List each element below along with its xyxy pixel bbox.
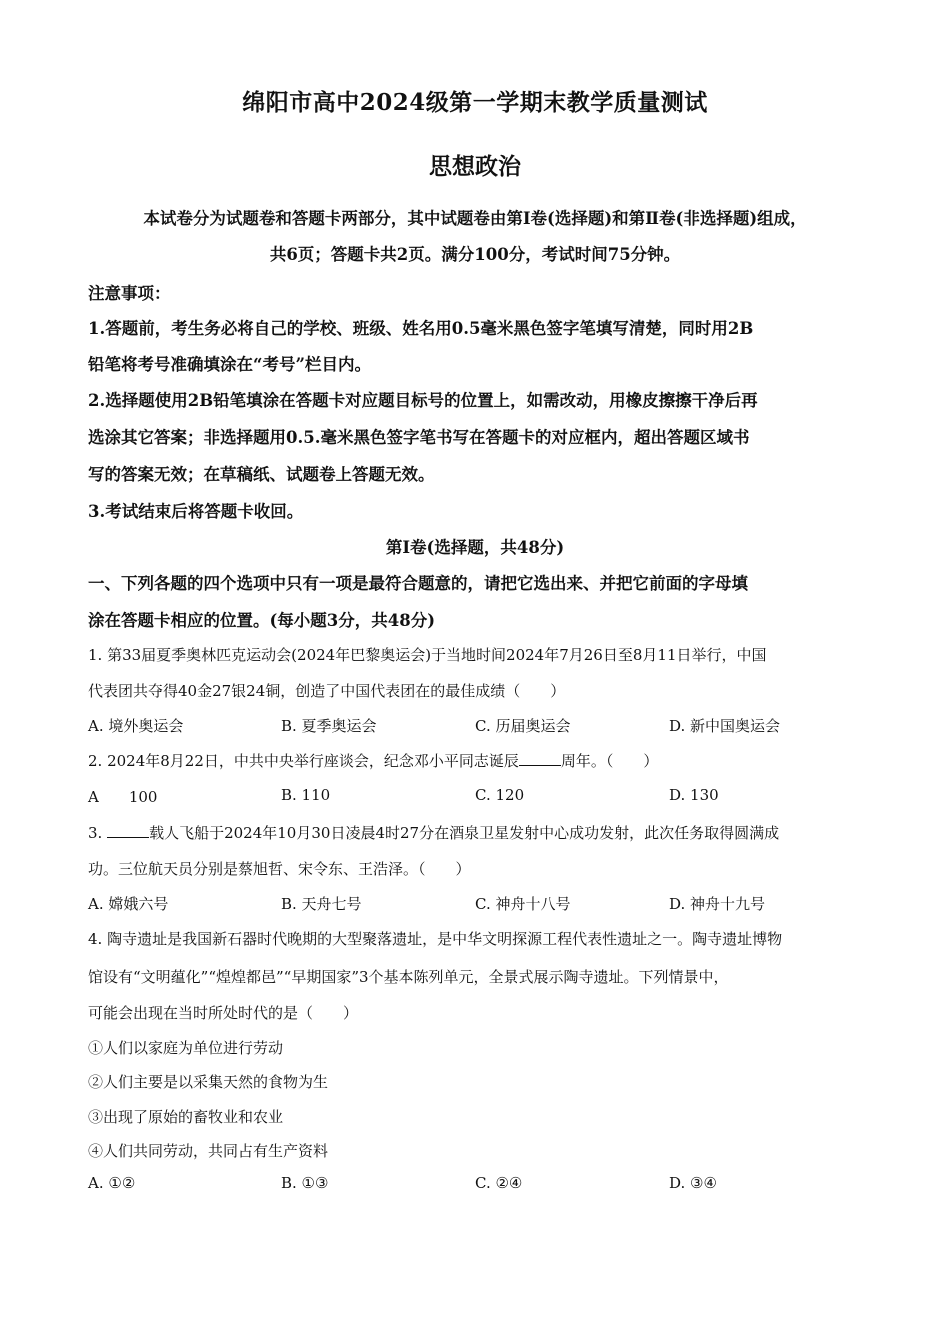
- q3-number: 3.: [88, 824, 108, 842]
- exam-subject: 思想政治: [429, 153, 521, 180]
- section-1-instruction-line-2: 涂在答题卡相应的位置。(每小题3分，共48分): [88, 611, 436, 630]
- q2-option-d: D. 130: [669, 786, 719, 804]
- q3-option-d: D. 神舟十九号: [669, 895, 766, 913]
- q1-stem-line-2: 代表团共夺得40金27银24铜，创造了中国代表团在的最佳成绩（ ）: [88, 682, 566, 700]
- section-1-instruction-line-1: 一、下列各题的四个选项中只有一项是最符合题意的，请把它选出来、并把它前面的字母填: [88, 574, 748, 593]
- q1-option-a: A. 境外奥运会: [88, 717, 184, 735]
- q2-answer-blank: [519, 751, 561, 766]
- intro-line-1: 本试卷分为试题卷和答题卡两部分，其中试题卷由第Ⅰ卷(选择题)和第Ⅱ卷(非选择题)组成，: [143, 209, 807, 228]
- note-2-line-1: 2.选择题使用2B铅笔填涂在答题卡对应题目标号的位置上，如需改动，用橡皮擦擦干净后再: [88, 391, 758, 410]
- q4-stem-line-3: 可能会出现在当时所处时代的是（ ）: [88, 1004, 359, 1022]
- notes-heading: 注意事项：: [88, 284, 171, 303]
- q2-stem: [88, 750, 658, 771]
- q3-option-c: C. 神舟十八号: [475, 895, 571, 913]
- q3-option-b: B. 天舟七号: [281, 895, 362, 913]
- q4-option-c: C. ②④: [475, 1174, 523, 1192]
- q1-stem-line-1: 1. 第33届夏季奥林匹克运动会(2024年巴黎奥运会)于当地时间2024年7月26日至8月11日举行，中国: [88, 646, 767, 664]
- q3-option-a: A. 嫦娥六号: [88, 895, 169, 913]
- q3-stem-line-1: [88, 822, 779, 843]
- q4-option-b: B. ①③: [281, 1174, 329, 1192]
- q4-statement-1: ①人们以家庭为单位进行劳动: [88, 1039, 284, 1057]
- note-2-line-3: 写的答案无效；在草稿纸、试题卷上答题无效。: [88, 465, 435, 484]
- q3-stem-after: 载人飞船于2024年10月30日凌晨4时27分在酒泉卫星发射中心成功发射，此次任务取得圆满成: [149, 824, 780, 842]
- q3-answer-blank: [107, 823, 149, 838]
- q1-option-c: C. 历届奥运会: [475, 717, 571, 735]
- q4-stem-line-2: 馆设有“文明蕴化”“煌煌都邑”“早期国家”3个基本陈列单元，全景式展示陶寺遗址。下列情景中，: [88, 968, 729, 986]
- q1-option-d: D. 新中国奥运会: [669, 717, 781, 735]
- q2-option-a: A 100: [88, 788, 158, 806]
- exam-title: 绵阳市高中2024级第一学期末教学质量测试: [242, 89, 708, 116]
- q1-option-b: B. 夏季奥运会: [281, 717, 377, 735]
- q2-option-c: C. 120: [475, 786, 525, 804]
- note-1-line-1: 1.答题前，考生务必将自己的学校、班级、姓名用0.5毫米黑色签字笔填写清楚，同时用2B: [88, 319, 754, 338]
- q2-option-b: B. 110: [281, 786, 331, 804]
- q4-option-d: D. ③④: [669, 1174, 717, 1192]
- intro-line-2: 共6页；答题卡共2页。满分100分，考试时间75分钟。: [269, 245, 681, 264]
- note-2-line-2: 选涂其它答案；非选择题用0.5.毫米黑色签字笔书写在答题卡的对应框内，超出答题区域书: [88, 428, 750, 447]
- q3-stem-line-2: 功。三位航天员分别是蔡旭哲、宋令东、王浩泽。（ ）: [88, 860, 471, 878]
- q2-stem-before: 2. 2024年8月22日，中共中央举行座谈会，纪念邓小平同志诞辰: [88, 752, 519, 770]
- q2-stem-after: 周年。（ ）: [560, 752, 659, 770]
- section-1-heading: 第Ⅰ卷(选择题，共48分): [385, 538, 565, 557]
- note-1-line-2: 铅笔将考号准确填涂在“考号”栏目内。: [88, 355, 371, 374]
- q4-statement-3: ③出现了原始的畜牧业和农业: [88, 1108, 284, 1126]
- note-3: 3.考试结束后将答题卡收回。: [88, 502, 304, 521]
- q4-statement-4: ④人们共同劳动，共同占有生产资料: [88, 1142, 329, 1160]
- q4-option-a: A. ①②: [88, 1174, 136, 1192]
- q4-statement-2: ②人们主要是以采集天然的食物为生: [88, 1073, 329, 1091]
- q4-stem-line-1: 4. 陶寺遗址是我国新石器时代晚期的大型聚落遗址，是中华文明探源工程代表性遗址之一。陶寺遗址博物: [88, 930, 783, 948]
